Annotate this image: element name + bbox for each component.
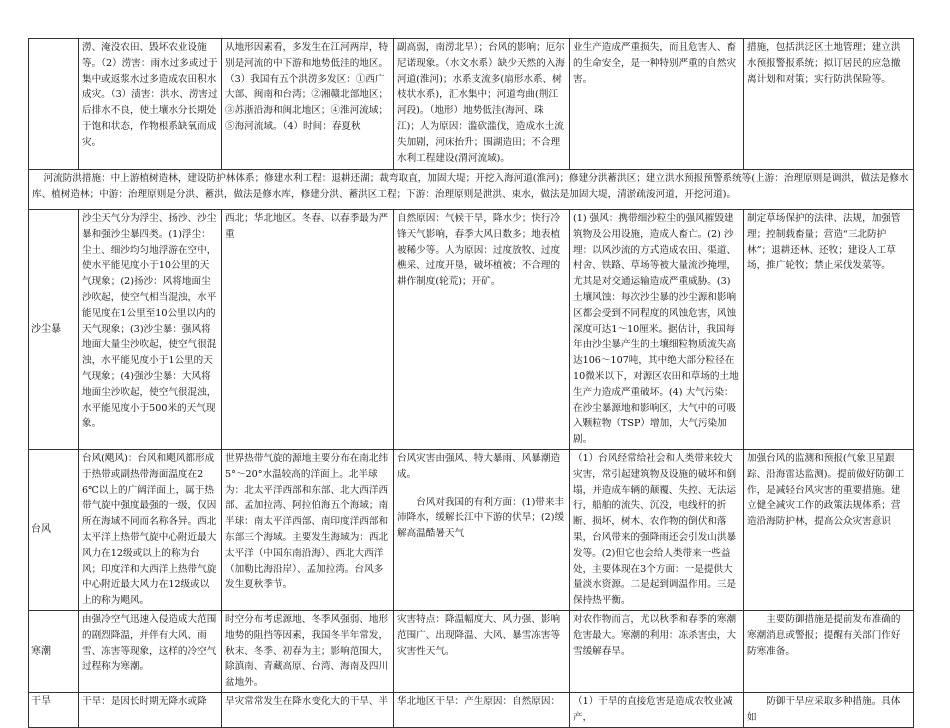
measure-cell: 加强台风的监测和预报(气象卫星跟踪、沿海雷达监测)。提前做好防御工作，是减轻台风灾害的重要措施。建立健全减灾工作的政策法规体系；营造沿海防护林，提高公众灾害意识	[744, 449, 914, 610]
measure-cell: 措施，包括洪泛区土地管理；建立洪水预报警报系统；拟订居民的应急撤离计划和对策；实行防洪保险等。	[744, 39, 914, 170]
measure-cell: 制定草场保护的法律、法规，加强管理；控制载畜量；营造“三北防护林”；退耕还林、还牧；建设人工草场，推广轮牧；禁止采伐发菜等。	[744, 210, 914, 450]
table-row-cold-wave	[29, 610, 914, 692]
type-cell: 由强冷空气迅速入侵造成大范围的剧烈降温，并伴有大风、雨雪、冻害等现象，这样的冷空气过程称为寒潮。	[79, 610, 222, 692]
distribution-cell: 世界热带气旋的源地主要分布在南北纬5°～20°水温较高的洋面上。北半球为：北太平洋西部和东部、北大西洋西部、孟加拉湾、阿拉伯海五个海域；南半球：南太平洋西部、南印度洋西部和东部三个海域。主要发生海域为：西北太平洋（中国东南沿海）、西北大西洋（加勒比海沿岸）、孟加拉湾。台风多发生夏秋季节。	[222, 449, 394, 610]
hazard-name-cell: 干旱	[29, 692, 79, 727]
distribution-cell: 西北；华北地区。冬春、以春季最为严重	[222, 210, 394, 450]
table-row-flood	[29, 39, 914, 170]
harm-cell: 对农作物而言，尤以秋季和春季的寒潮危害最大。寒潮的利用：冻杀害虫，大雪缓解春旱。	[570, 610, 744, 692]
flood-control-note: 河流防洪措施：中上游植树造林，建设防护林体系；修建水利工程：退耕还湖；裁弯取直，加固大堤；开挖入海河道(淮河)；修建分洪蓄洪区；建立洪水预报预警系统等(上游：治理原则是调洪，做法是修水库、植树造林；中游：治理原则是分洪、蓄洪，做法是修水库，修建分洪、蓄洪区工程；下游：治理原则是泄洪、束水，做法是加固大堤，清淤疏浚河道，开挖河道)。	[29, 170, 914, 210]
harm-cell: （1）干旱的直接危害是造成农牧业减产，	[570, 692, 744, 727]
type-cell: 干旱：是因长时期无降水或降	[79, 692, 222, 727]
hazard-name-cell: 台风	[29, 449, 79, 610]
table-row-drought	[29, 692, 914, 727]
cold-wave-measure-text: 主要防御措施是提前发布准确的寒潮消息或警报；提醒有关部门作好防寒准备。	[747, 613, 901, 657]
table-row-flood-control-note	[29, 170, 914, 210]
hazard-name-cell	[29, 39, 79, 170]
hazard-name-cell: 寒潮	[29, 610, 79, 692]
harm-cell: （1）台风经常给社会和人类带来较大灾害，常引起建筑物及设施的破坏和倒塌，并造成车辆的颠覆、失控、无法运行，船舶的流失、沉没，电线杆的折断、损坏，树木、农作物的倒伏和落果，台风带来的强降雨还会引发山洪暴发等。(2)但它也会给人类带来一些益处，主要体现在3个方面：一是提供大量淡水资源。二是起到调温作用。三是保持热平衡。	[570, 449, 744, 610]
measure-cell	[744, 610, 914, 692]
natural-hazards-table	[28, 38, 914, 728]
distribution-cell: 从地形因素看，多发生在江河两岸，特别是河流的中下游和地势低洼的地区。（3）我国有五个洪涝多发区：①西广大部、闽南和台湾；②湘赣北部地区；③苏浙沿海和闽北地区；④淮河流域；⑤海河流域。（4）时间：春夏秋	[222, 39, 394, 170]
cause-cell: 自然原因：气候干旱，降水少；快行冷锋天气影响，春季大风日数多；地表植被稀少等。人为原因：过度放牧、过度樵采、过度开垦，破坏植被；不合理的耕作制度(轮荒)；开矿。	[394, 210, 570, 450]
cause-cell: 副高弱，南涝北旱）；台风的影响；厄尔尼诺现象。（水文水系）缺少天然的入海河道(淮河)；水系支流多(扇形水系、树枝状水系)，汇水集中；河道弯曲(荆江河段)。（地形）地势低洼(海河、珠江)；人为原因：滥砍滥伐，造成水土流失加剧，河床抬升；围湖造田；不合理水利工程建设(渭河流域)。	[394, 39, 570, 170]
hazard-table-sheet	[28, 38, 913, 728]
distribution-cell: 时空分布考虑源地、冬季风强弱、地形地势的阻挡等因素，我国冬半年常发，秋末、冬季、初春为主；影响范围大，除滇南、青藏高原、台湾、海南及四川盆地外。	[222, 610, 394, 692]
harm-cell: 业生产造成严重损失，而且危害人、畜的生命安全，是一种特别严重的自然灾害。	[570, 39, 744, 170]
harm-cell: (1) 强风：携带细沙粒尘的强风摧毁建筑物及公用设施，造成人畜亡。(2) 沙埋：以风沙流的方式造成农田、渠道、村舍、铁路、草场等被大量流沙掩埋，尤其是对交通运输造成严重威胁。(3) 土壤风蚀：每次沙尘暴的沙尘源和影响区都会受到不同程度的风蚀危害，风蚀深度可达1～10厘米。据估计，我国每年由沙尘暴产生的土壤细粒物质流失高达106～107吨，其中绝大部分粒径在10微米以下，对源区农田和草场的土地生产力造成严重破坏。(4) 大气污染：在沙尘暴源地和影响区，大气中的可吸入颗粒物（TSP）增加，大气污染加剧。	[570, 210, 744, 450]
drought-measure-text: 防御干旱应采取多种措施。具体如	[747, 695, 901, 723]
cause-cell: 灾害特点：降温幅度大、风力强、影响范围广、出现降温、大风、暴雪冻害等灾害性天气。	[394, 610, 570, 692]
hazard-name-cell: 沙尘暴	[29, 210, 79, 450]
type-cell: 台风(飓风)：台风和飓风都形成于热带或副热带海面温度在26℃以上的广阔洋面上，属于热带气旋中强度最强的一级，仅因所在海域不同而名称各异。西北太平洋上热带气旋中心附近最大风力在12级或以上的称为台风；印度洋和大西洋上热带气旋中心附近最大风力在12级或以上的称为飓风。	[79, 449, 222, 610]
table-row-typhoon	[29, 449, 914, 610]
measure-cell	[744, 692, 914, 727]
cause-cell: 华北地区干旱：产生原因：自然原因：	[394, 692, 570, 727]
typhoon-benefit-text: 台风对我国的有利方面：(1)带来丰沛降水，缓解长江中下游的伏旱；(2)缓解高温酷暑天气	[397, 496, 565, 540]
typhoon-cause-text: 台风灾害由强风、特大暴雨、风暴潮造成。	[397, 452, 561, 480]
cause-cell	[394, 449, 570, 610]
table-row-sandstorm	[29, 210, 914, 450]
distribution-cell: 旱灾常常发生在降水变化大的干旱、半	[222, 692, 394, 727]
type-cell: 沙尘天气分为浮尘、扬沙、沙尘暴和强沙尘暴四类。(1)浮尘：尘土、细沙均匀地浮游在空中，使水平能见度小于10公里的天气现象；(2)扬沙：风将地面尘沙吹起，使空气相当混浊，水平能见度在1公里至10公里以内的天气现象；(3)沙尘暴：强风将地面大量尘沙吹起，使空气很混浊，水平能见度小于1公里的天气现象；(4)强沙尘暴：大风将地面尘沙吹起，使空气很混浊，水平能见度小于500米的天气现象。	[79, 210, 222, 450]
type-cell: 澇、淹没农田、毁坏农业设施等。（2）涝害：雨水过多或过于集中或返浆水过多造成农田积水成灾。（3）渍害：洪水、涝害过后排水不良，使土壤水分长期处于饱和状态，作物根系缺氧而成灾。	[79, 39, 222, 170]
